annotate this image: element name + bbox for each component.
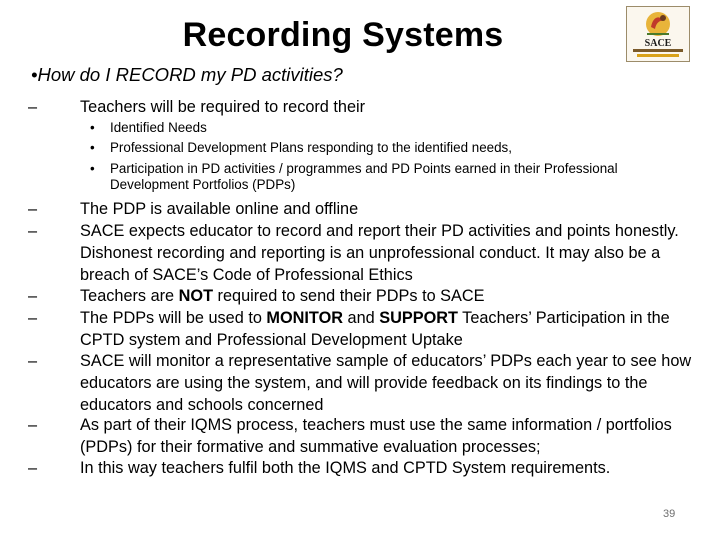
list-item-text: required to send their PDPs to SACE: [213, 287, 485, 305]
intro-text: Teachers will be required to record their: [80, 98, 366, 116]
list-item-text: The PDP is available online and offline: [80, 200, 359, 218]
dash-bullet: –: [28, 287, 38, 305]
list-item: [28, 350, 698, 416]
list-item: [28, 414, 698, 458]
dash-bullet: –: [28, 459, 38, 477]
list-item-text: and: [343, 309, 380, 327]
page-number: 39: [663, 508, 676, 520]
list-item-intro: [28, 96, 698, 118]
sub-item-text: Participation in PD activities / programmes and PD Points earned in their Professional Development Portfolios (PDPs): [110, 161, 618, 192]
list-item-text: Teachers are: [80, 287, 179, 305]
list-item: [28, 285, 698, 307]
dash-bullet: –: [28, 416, 38, 434]
sub-item-text: Professional Development Plans responding to the identified needs,: [110, 140, 512, 155]
list-item: [28, 198, 698, 220]
sub-item-text: Identified Needs: [110, 120, 207, 135]
dot-bullet: •: [90, 161, 95, 176]
sub-list-item: [90, 120, 670, 136]
dash-bullet: –: [28, 98, 38, 116]
dot-bullet: •: [90, 140, 95, 155]
emphasis-text: MONITOR: [266, 309, 344, 327]
dot-bullet: •: [90, 120, 95, 135]
list-item-text: SACE expects educator to record and report their PD activities and points honestly. Dishonest recording and reporting is an unprofessional conduct. It may also be a breach of SACE’s Code of Professional Ethics: [80, 222, 679, 284]
sub-list-item: [90, 140, 670, 156]
list-item: [28, 220, 698, 286]
logo-wordmark: SACE: [644, 38, 672, 49]
list-item-text: As part of their IQMS process, teachers must use the same information / portfolios (PDPs) for their formative and summative evaluation processes;: [80, 416, 672, 456]
emphasis-text: SUPPORT: [379, 309, 458, 327]
list-item-text: SACE will monitor a representative sample of educators’ PDPs each year to see how educators are using the system, and will provide feedback on its findings to the educators and schools concerned: [80, 352, 692, 414]
list-item: [28, 457, 698, 479]
dash-bullet: –: [28, 200, 38, 218]
dash-bullet: –: [28, 352, 38, 370]
question-bullet: •How do I RECORD my PD activities?: [31, 64, 343, 85]
sace-logo: [626, 6, 690, 62]
list-item-text: In this way teachers fulfil both the IQMS and CPTD System requirements.: [80, 459, 611, 477]
slide-title: Recording Systems: [182, 16, 504, 54]
dash-bullet: –: [28, 222, 38, 240]
emphasis-text: NOT: [178, 287, 214, 305]
list-item-text: The PDPs will be used to: [80, 309, 267, 327]
dash-bullet: –: [28, 309, 38, 327]
sub-list-item: [90, 161, 670, 193]
list-item: [28, 307, 698, 351]
list-item-text: Teachers’ Participation in the CPTD system and Professional Development Uptake: [80, 309, 670, 349]
